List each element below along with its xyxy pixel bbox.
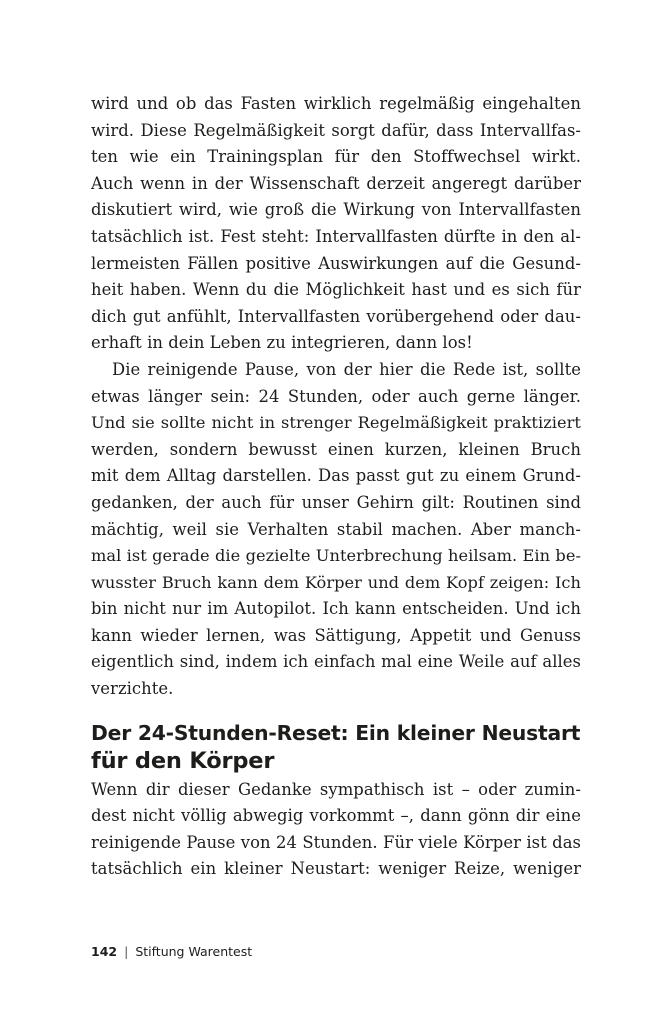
section-heading xyxy=(91,719,581,776)
text-line: Wenn dir dieser Gedanke sympathisch ist – oder zumin- xyxy=(91,779,581,799)
text-line: etwas länger sein: 24 Stunden, oder auch gerne länger. xyxy=(91,386,581,406)
page-footer xyxy=(91,944,252,959)
text-line: Auch wenn in der Wissenschaft derzeit angeregt darüber xyxy=(91,173,581,193)
text-line: diskutiert wird, wie groß die Wirkung von Intervallfasten xyxy=(91,200,581,220)
text-line: tatsächlich ist. Fest steht: Intervallfasten dürfte in den al- xyxy=(91,226,581,246)
text-line: kann wieder lernen, was Sättigung, Appetit und Genuss xyxy=(91,625,581,645)
text-line: werden, sondern bewusst einen kurzen, kleinen Bruch xyxy=(91,439,581,459)
text-line: wird. Diese Regelmäßigkeit sorgt dafür, dass Intervallfas- xyxy=(91,120,581,140)
text-line: Und sie sollte nicht in strenger Regelmäßigkeit praktiziert xyxy=(91,413,581,433)
text-line: dich gut anfühlt, Intervallfasten vorübergehend oder dau- xyxy=(91,306,581,326)
text-line: gedanken, der auch für unser Gehirn gilt: Routinen sind xyxy=(91,492,581,512)
text-line: tatsächlich ein kleiner Neustart: weniger Reize, weniger xyxy=(91,859,581,879)
heading-line: Der 24-Stunden-Reset: Ein kleiner Neustart xyxy=(91,720,581,745)
footer-separator: | xyxy=(124,944,129,959)
paragraph-1 xyxy=(91,91,581,357)
page-number: 142 xyxy=(91,944,118,959)
text-line: mächtig, weil sie Verhalten stabil machen. Aber manch- xyxy=(91,519,581,539)
text-line: reinigende Pause von 24 Stunden. Für viele Körper ist das xyxy=(91,832,581,852)
text-line: ten wie ein Trainingsplan für den Stoffwechsel wirkt. xyxy=(91,147,581,167)
text-line: dest nicht völlig abwegig vorkommt –, dann gönn dir eine xyxy=(91,806,581,826)
paragraph-2 xyxy=(91,357,581,703)
text-line: wusster Bruch kann dem Körper und dem Kopf zeigen: Ich xyxy=(91,572,581,592)
text-line: Die reinigende Pause, von der hier die Rede ist, sollte xyxy=(112,359,581,379)
paragraph-3 xyxy=(91,777,581,883)
text-line: verzichte. xyxy=(91,679,174,699)
text-line: eigentlich sind, indem ich einfach mal eine Weile auf alles xyxy=(91,652,581,672)
text-line: mal ist gerade die gezielte Unterbrechung heilsam. Ein be- xyxy=(91,546,581,566)
text-line: bin nicht nur im Autopilot. Ich kann entscheiden. Und ich xyxy=(91,599,581,619)
text-line: erhaft in dein Leben zu integrieren, dann los! xyxy=(91,333,473,353)
heading-line: für den Körper xyxy=(91,748,275,775)
text-line: lermeisten Fällen positive Auswirkungen auf die Gesund- xyxy=(91,253,581,273)
text-line: wird und ob das Fasten wirklich regelmäßig eingehalten xyxy=(91,94,581,113)
publisher-name: Stiftung Warentest xyxy=(135,944,253,959)
text-line: heit haben. Wenn du die Möglichkeit hast und es sich für xyxy=(91,280,581,300)
page-content xyxy=(91,91,581,883)
text-line: mit dem Alltag darstellen. Das passt gut zu einem Grund- xyxy=(91,466,581,486)
